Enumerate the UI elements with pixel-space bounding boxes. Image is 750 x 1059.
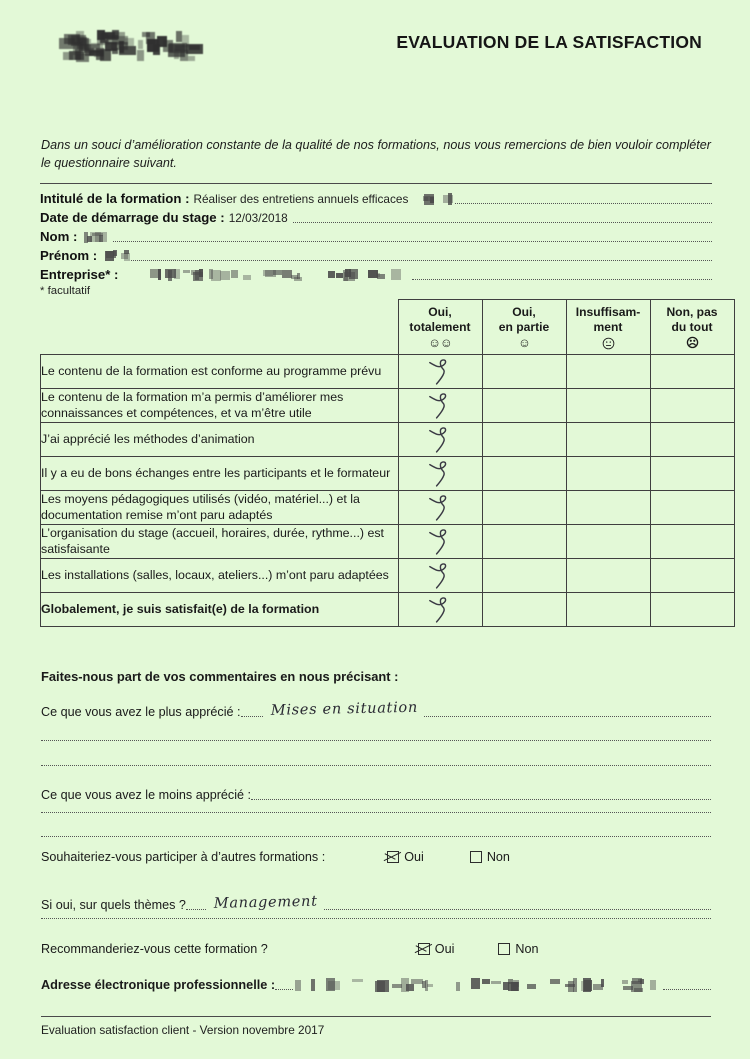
other-training-no-option[interactable] [470, 850, 510, 864]
handwritten-check-icon [423, 595, 457, 625]
identity-field-line[interactable] [412, 269, 712, 280]
handwritten-check-icon [423, 561, 457, 591]
identity-field-value[interactable]: Réaliser des entretiens annuels efficaces [193, 192, 409, 206]
answer-cell[interactable] [482, 593, 566, 627]
identity-field-redacted [81, 231, 113, 243]
themes-line-2[interactable] [41, 918, 711, 919]
emoticon-icon: ☺☺ [428, 336, 452, 350]
table-header-row [41, 300, 735, 355]
checkbox-checked-icon[interactable] [418, 943, 430, 955]
identity-field-line[interactable] [113, 231, 712, 242]
identity-field-label: Prénom : [40, 248, 98, 263]
answer-cell[interactable] [650, 491, 734, 525]
email-value-redacted[interactable] [293, 978, 663, 992]
question-text: Il y a eu de bons échanges entre les participants et le formateur [41, 457, 399, 491]
answer-cell[interactable] [398, 423, 482, 457]
answer-cell[interactable] [566, 525, 650, 559]
emoticon-icon [569, 336, 648, 351]
comments-heading: Faites-nous part de vos commentaires en nous précisant : [41, 669, 399, 684]
column-header-line1: Non, pas [666, 305, 718, 319]
handwritten-check-icon [423, 493, 457, 523]
table-row [41, 423, 735, 457]
themes-row [41, 893, 711, 912]
most-appreciated-line-2[interactable] [41, 740, 711, 741]
handwritten-check-icon [423, 527, 457, 557]
column-header-line2: en partie [498, 319, 550, 334]
most-appreciated-label: Ce que vous avez le plus apprécié : [41, 705, 241, 719]
column-header-line1: Oui, [428, 305, 452, 319]
identity-field-redacted [101, 250, 131, 262]
answer-cell[interactable] [398, 559, 482, 593]
identity-field-label: Intitulé de la formation : [40, 191, 190, 206]
email-line[interactable] [663, 979, 711, 990]
answer-cell[interactable] [482, 525, 566, 559]
intro-paragraph: Dans un souci d’amélioration constante de la qualité de nos formations, nous vous remercions de bien vouloir compléter le questionnaire suivant. [41, 138, 711, 170]
question-text: Les installations (salles, locaux, ateliers...) m’ont paru adaptées [41, 559, 399, 593]
identity-field-line[interactable] [293, 212, 712, 223]
answer-cell[interactable] [398, 525, 482, 559]
header-blank-cell [41, 300, 399, 355]
other-training-yes-label: Oui [404, 850, 424, 864]
identity-block [40, 183, 712, 297]
handwritten-check-icon [423, 357, 457, 387]
themes-label: Si oui, sur quels thèmes ? [41, 898, 186, 912]
identity-field-label: Date de démarrage du stage : [40, 210, 225, 225]
question-text: Le contenu de la formation est conforme au programme prévu [41, 355, 399, 389]
emoticon-icon: ☺ [518, 336, 530, 350]
question-text: Globalement, je suis satisfait(e) de la formation [41, 593, 399, 627]
identity-field-value[interactable]: 12/03/2018 [228, 211, 288, 225]
checkbox-checked-icon[interactable] [387, 851, 399, 863]
leader-dots [241, 706, 263, 717]
question-text: L’organisation du stage (accueil, horaires, durée, rythme...) est satisfaisante [41, 525, 399, 559]
column-header-line1: Insuffisam- [575, 305, 641, 319]
email-row [41, 978, 711, 992]
identity-field-line[interactable] [455, 193, 712, 204]
recommend-yes-label: Oui [434, 942, 455, 956]
recommend-no-label: Non [515, 942, 539, 956]
table-column-header [398, 300, 482, 355]
identity-field-label: Entreprise* : [40, 267, 119, 282]
answer-cell[interactable] [482, 423, 566, 457]
other-training-row [41, 850, 711, 864]
least-appreciated-line[interactable] [251, 789, 711, 800]
answer-cell[interactable] [398, 389, 482, 423]
recommend-yes-option[interactable] [418, 942, 455, 956]
identity-field-row [40, 225, 712, 244]
answer-cell[interactable] [650, 355, 734, 389]
company-logo-icon [52, 30, 204, 62]
most-appreciated-value[interactable]: Mises en situation [270, 699, 418, 719]
answer-cell[interactable] [398, 593, 482, 627]
answer-cell[interactable] [566, 491, 650, 525]
question-text: Les moyens pédagogiques utilisés (vidéo, matériel...) et la documentation remise m’ont paru adaptés [41, 491, 399, 525]
question-text: Le contenu de la formation m’a permis d’améliorer mes connaissances et compétences, et va m’être utile [41, 389, 399, 423]
least-appreciated-line-3[interactable] [41, 836, 711, 837]
leader-dots [186, 899, 206, 910]
identity-field-redacted [421, 193, 455, 205]
answer-cell[interactable] [650, 423, 734, 457]
table-row [41, 559, 735, 593]
identity-field-row [40, 244, 712, 263]
table-column-header [482, 300, 566, 355]
table-row [41, 593, 735, 627]
answer-cell[interactable] [482, 457, 566, 491]
checkbox-empty-icon[interactable] [498, 943, 510, 955]
answer-cell[interactable] [398, 457, 482, 491]
handwritten-check-icon [423, 459, 457, 489]
table-row [41, 491, 735, 525]
optional-footnote: * facultatif [40, 285, 91, 297]
answer-cell[interactable] [566, 559, 650, 593]
least-appreciated-label: Ce que vous avez le moins apprécié : [41, 788, 252, 802]
page-title: EVALUATION DE LA SATISFACTION [396, 32, 702, 52]
column-header-line2: du tout [671, 319, 713, 334]
page-header [40, 22, 712, 82]
identity-field-row [40, 263, 712, 282]
themes-value[interactable]: Management [213, 893, 318, 912]
answer-cell[interactable] [482, 355, 566, 389]
least-appreciated-line-2[interactable] [41, 812, 711, 813]
least-appreciated-row [41, 788, 711, 802]
footer-rule [41, 1016, 711, 1017]
table-row [41, 355, 735, 389]
handwritten-check-icon [423, 425, 457, 455]
most-appreciated-row [41, 699, 711, 719]
answer-cell[interactable] [566, 593, 650, 627]
column-header-line1: Oui, [512, 305, 536, 319]
identity-field-row [40, 187, 712, 206]
table-column-header [650, 300, 734, 355]
handwritten-check-icon [423, 391, 457, 421]
table-column-header [566, 300, 650, 355]
footer-text: Evaluation satisfaction client - Version novembre 2017 [41, 1023, 325, 1037]
answer-cell[interactable] [482, 389, 566, 423]
most-appreciated-line[interactable] [424, 706, 711, 717]
answer-cell[interactable] [566, 389, 650, 423]
other-training-label: Souhaiteriez-vous participer à d’autres formations : [41, 850, 326, 864]
identity-field-label: Nom : [40, 229, 78, 244]
column-header-line2: ment [593, 319, 623, 334]
recommend-no-option[interactable] [498, 942, 538, 956]
question-text: J’ai apprécié les méthodes d’animation [41, 423, 399, 457]
answer-cell[interactable] [566, 457, 650, 491]
table-row [41, 389, 735, 423]
identity-top-rule [40, 183, 712, 184]
answer-cell[interactable] [482, 559, 566, 593]
other-training-yes-option[interactable] [387, 850, 424, 864]
identity-field-redacted [122, 269, 412, 281]
email-label: Adresse électronique professionnelle : [41, 978, 276, 992]
recommend-row [41, 942, 711, 956]
answer-cell[interactable] [650, 457, 734, 491]
answer-cell[interactable] [398, 491, 482, 525]
answer-cell[interactable] [650, 525, 734, 559]
answer-cell[interactable] [650, 593, 734, 627]
identity-field-row [40, 206, 712, 225]
table-row [41, 525, 735, 559]
answer-cell[interactable] [482, 491, 566, 525]
answer-cell[interactable] [650, 389, 734, 423]
other-training-no-label: Non [486, 850, 510, 864]
checkbox-empty-icon[interactable] [470, 851, 482, 863]
identity-field-line[interactable] [131, 250, 712, 261]
column-header-line2: totalement [409, 319, 471, 334]
recommend-label: Recommanderiez-vous cette formation ? [41, 942, 268, 956]
emoticon-icon: ☹ [685, 336, 699, 350]
answer-cell[interactable] [650, 559, 734, 593]
themes-line[interactable] [324, 899, 711, 910]
table-row [41, 457, 735, 491]
leader-dots [275, 979, 293, 990]
most-appreciated-line-3[interactable] [41, 765, 711, 766]
answer-cell[interactable] [566, 423, 650, 457]
answer-cell[interactable] [566, 355, 650, 389]
answer-cell[interactable] [398, 355, 482, 389]
satisfaction-table [40, 299, 735, 627]
